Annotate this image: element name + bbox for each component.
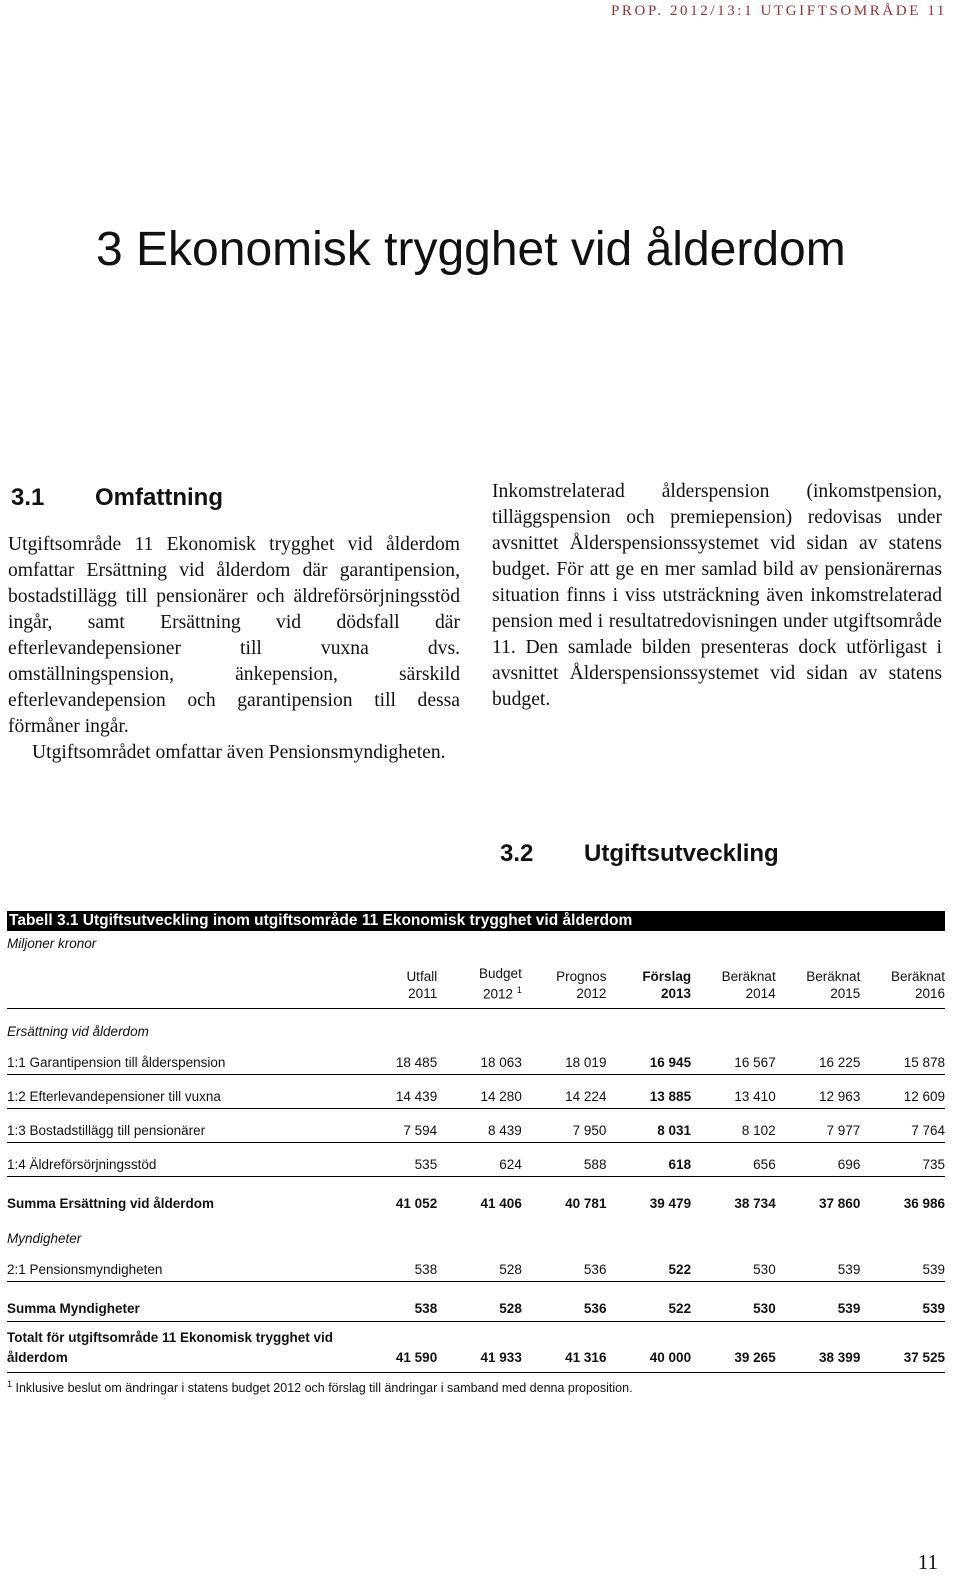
total-row	[7, 1322, 945, 1373]
chapter-title: 3 Ekonomisk trygghet vid ålderdom	[96, 223, 846, 276]
footnote-text: Inklusive beslut om ändringar i statens budget 2012 och förslag till ändringar i samband med denna proposition.	[15, 1381, 633, 1396]
cell: 13 410	[734, 1089, 776, 1104]
section-number: 3.2	[500, 840, 534, 867]
cell: 539	[922, 1262, 945, 1277]
table-row	[7, 1248, 945, 1282]
table-footnote	[7, 1379, 945, 1395]
table-row	[7, 1109, 945, 1143]
cell: 7 977	[826, 1123, 861, 1138]
cell: 8 439	[488, 1123, 522, 1138]
section-title: Utgiftsutveckling	[584, 840, 779, 867]
right-column	[492, 479, 942, 713]
row-label: 2:1 Pensionsmyndigheten	[7, 1262, 163, 1277]
cell: 539	[837, 1262, 861, 1277]
cell: 40 000	[649, 1350, 692, 1365]
cell: 12 963	[819, 1089, 861, 1104]
footnote-marker: 1	[516, 984, 522, 995]
section-heading-3-2	[500, 840, 779, 868]
row-label: 1:2 Efterlevandepensioner till vuxna	[7, 1089, 221, 1104]
paragraph: Inkomstrelaterad ålderspension (inkomstpension, tilläggspension och premiepension) redovisas under avsnittet Ålderspensionssystemet vid sidan av statens budget. För att ge en mer samlad bild av pensionärernas situation finns i viss utsträckning även inkomstrelaterad pension med i resultatredovisningen under utgiftsområde 11. Den samlade bilden presenteras dock utförligast i avsnittet Ålderspensionssystemet vid sidan av statens budget.	[492, 481, 942, 710]
cell: 522	[668, 1262, 692, 1277]
cell: 14 224	[565, 1089, 607, 1104]
cell: 16 567	[734, 1055, 776, 1070]
table-title: Tabell 3.1 Utgiftsutveckling inom utgiftsområde 11 Ekonomisk trygghet vid ålderdom	[7, 911, 945, 931]
cell: 38 399	[819, 1350, 861, 1365]
table-row	[7, 1075, 945, 1109]
cell: 528	[499, 1262, 522, 1277]
column-header: Prognos 2012	[556, 969, 607, 1001]
cell: 536	[583, 1262, 607, 1277]
row-label: Summa Ersättning vid ålderdom	[7, 1196, 215, 1211]
cell: 41 406	[480, 1196, 522, 1211]
table-unit: Miljoner kronor	[7, 936, 97, 951]
header-empty	[7, 964, 355, 1009]
sum-row	[7, 1177, 945, 1217]
row-label: 1:1 Garantipension till ålderspension	[7, 1055, 226, 1070]
column-header: Utfall 2011	[406, 969, 438, 1001]
cell: 8 031	[657, 1123, 692, 1138]
left-column	[8, 532, 460, 766]
cell: 538	[414, 1262, 438, 1277]
cell: 12 609	[903, 1089, 945, 1104]
section-heading-3-1	[11, 484, 223, 512]
column-header: Budget 2012 $^1$	[479, 965, 522, 1001]
expenditure-table-block	[7, 911, 945, 1395]
cell: 37 525	[903, 1350, 945, 1365]
row-label: 1:3 Bostadstillägg till pensionärer	[7, 1123, 206, 1138]
cell: 530	[753, 1262, 776, 1277]
cell: 16 225	[819, 1055, 861, 1070]
cell: 535	[414, 1157, 438, 1172]
column-header: Beräknat 2014	[721, 969, 776, 1001]
cell: 588	[583, 1157, 607, 1172]
cell: 539	[837, 1301, 861, 1316]
group-heading-row	[7, 1216, 945, 1248]
column-header: Förslag 2013	[642, 969, 692, 1001]
sum-row	[7, 1282, 945, 1322]
row-label: 1:4 Äldreförsörjningsstöd	[7, 1157, 157, 1172]
cell: 18 485	[395, 1055, 438, 1070]
cell: 656	[753, 1157, 776, 1172]
row-label: Summa Myndigheter	[7, 1301, 140, 1316]
table-row	[7, 1041, 945, 1075]
cell: 7 594	[403, 1123, 438, 1138]
cell: 530	[753, 1301, 776, 1316]
expenditure-table	[7, 964, 945, 1373]
cell: 7 950	[572, 1123, 607, 1138]
cell: 41 590	[395, 1350, 438, 1365]
cell: 8 102	[741, 1123, 776, 1138]
cell: 538	[414, 1301, 438, 1316]
cell: 14 439	[395, 1089, 438, 1104]
cell: 735	[922, 1157, 945, 1172]
cell: 539	[922, 1301, 945, 1316]
paragraph: Utgiftsområde 11 Ekonomisk trygghet vid ålderdom omfattar Ersättning vid ålderdom där garantipension, bostadstillägg till pensionärer och äldreförsörjningsstöd ingår, samt Ersättning vid dödsfall där efterlevandepensioner till vuxna dvs. omställningspension, änkepension, särskild efterlevandepension och garantipension till dessa förmåner ingår.	[8, 534, 460, 737]
cell: 41 933	[480, 1350, 522, 1365]
cell: 18 063	[480, 1055, 522, 1070]
row-label: Totalt för utgiftsområde 11 Ekonomisk trygghet vid ålderdom	[7, 1330, 334, 1365]
cell: 38 734	[734, 1196, 776, 1211]
cell: 37 860	[819, 1196, 861, 1211]
cell: 696	[837, 1157, 861, 1172]
cell: 18 019	[565, 1055, 607, 1070]
group-label: Ersättning vid ålderdom	[7, 1024, 149, 1039]
group-label: Myndigheter	[7, 1231, 82, 1246]
group-heading-row	[7, 1009, 945, 1042]
cell: 528	[499, 1301, 522, 1316]
table-header-row	[7, 964, 945, 1009]
page-number: 11	[917, 1550, 938, 1574]
column-header: Beräknat 2016	[890, 969, 945, 1001]
table-row	[7, 1143, 945, 1177]
cell: 39 479	[649, 1196, 692, 1211]
cell: 15 878	[903, 1055, 945, 1070]
cell: 14 280	[480, 1089, 522, 1104]
cell: 41 316	[565, 1350, 607, 1365]
paragraph: Utgiftsområdet omfattar även Pensionsmyndigheten.	[32, 742, 446, 763]
section-title: Omfattning	[95, 484, 223, 511]
footnote-marker: 1	[7, 1379, 13, 1389]
cell: 36 986	[903, 1196, 945, 1211]
cell: 13 885	[649, 1089, 692, 1104]
cell: 624	[499, 1157, 522, 1172]
cell: 7 764	[911, 1123, 945, 1138]
cell: 536	[583, 1301, 607, 1316]
cell: 40 781	[565, 1196, 607, 1211]
cell: 39 265	[734, 1350, 776, 1365]
cell: 522	[668, 1301, 692, 1316]
section-number: 3.1	[11, 484, 45, 511]
column-header: Beräknat 2015	[806, 969, 861, 1001]
cell: 16 945	[649, 1055, 692, 1070]
cell: 41 052	[395, 1196, 438, 1211]
cell: 618	[668, 1157, 692, 1172]
running-header: PROP. 2012/13:1 UTGIFTSOMRÅDE 11	[610, 3, 947, 19]
